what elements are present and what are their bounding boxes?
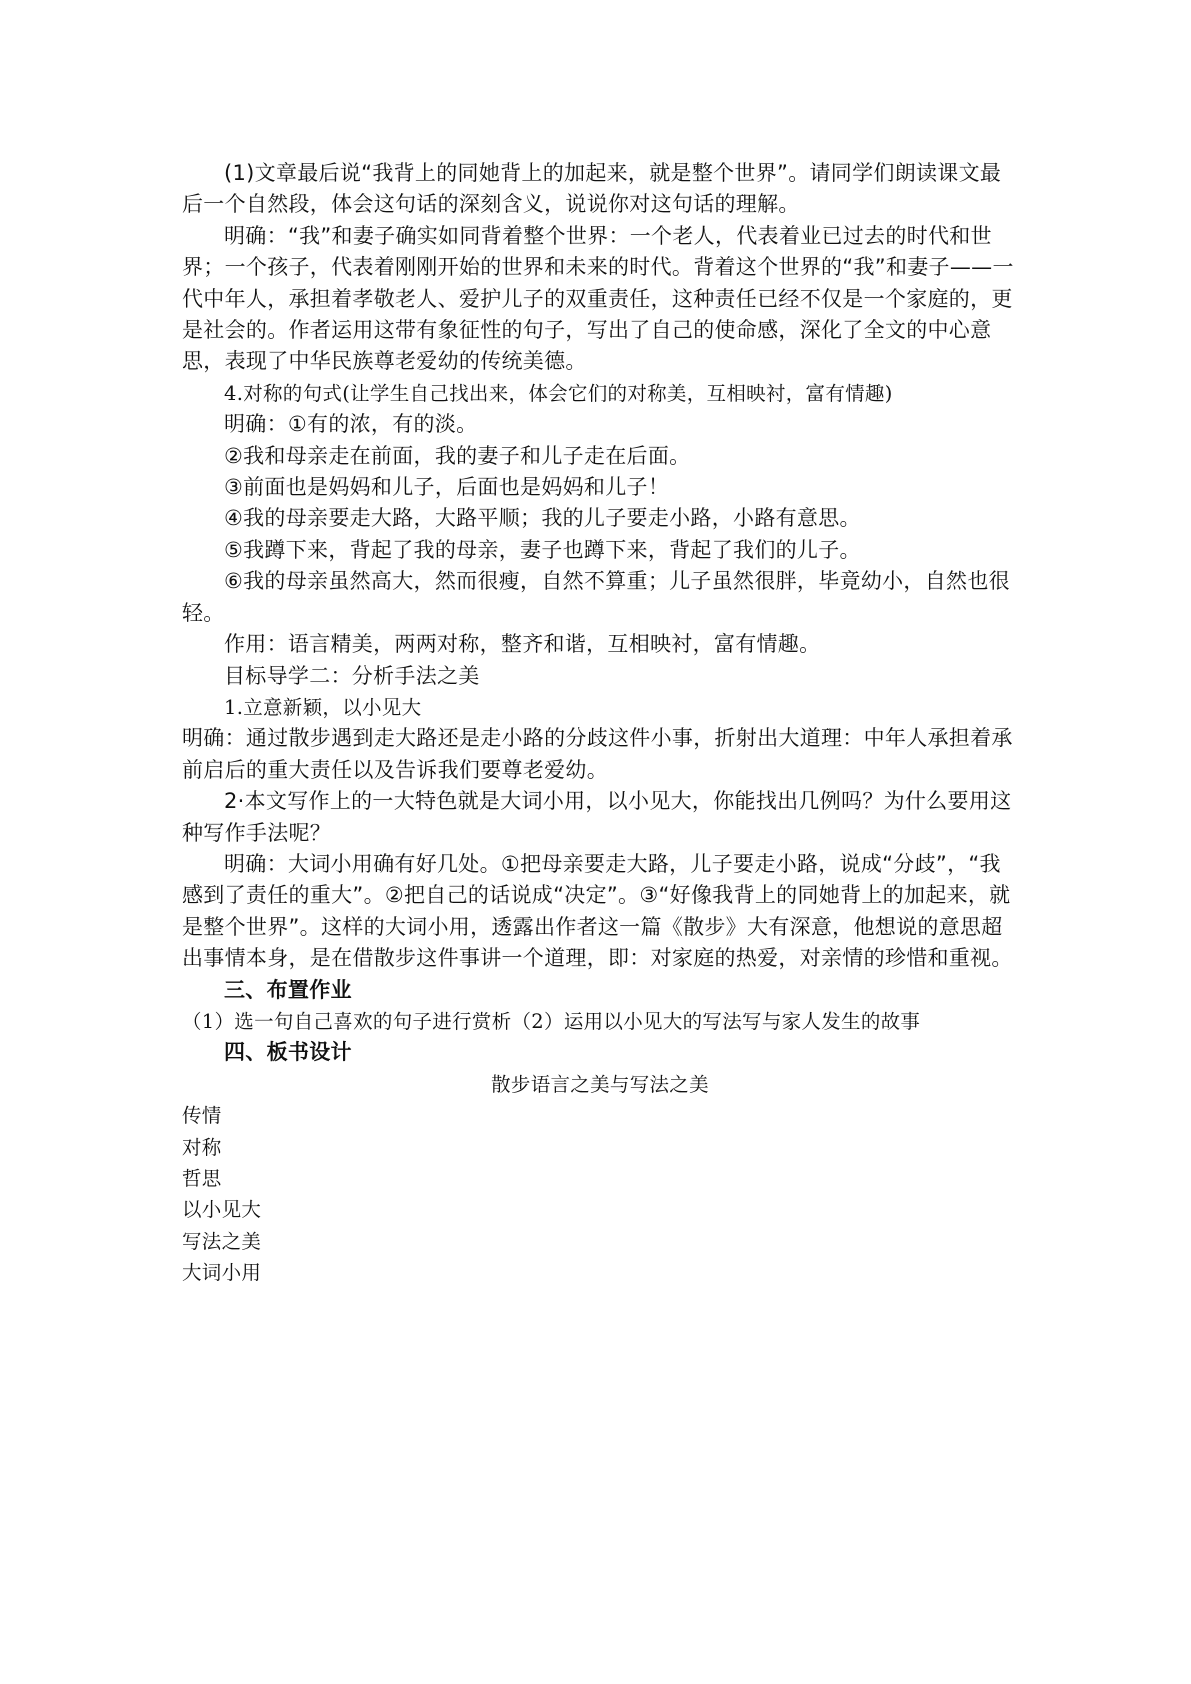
board-item-duichen: 对称 — [182, 1135, 222, 1159]
symmetric-sentences-heading: 4.对称的句式(让学生自己找出来，体会它们的对称美，互相映衬，富有情趣) — [224, 381, 893, 405]
board-item-xiefazhimei: 写法之美 — [182, 1229, 262, 1253]
goal-two-heading: 目标导学二：分析手法之美 — [224, 663, 480, 688]
answer-paragraph: 明确：“我”和妻子确实如同背着整个世界：一个老人，代表着业已过去的时代和世界；一个孩子，代表着刚刚开始的世界和未来的时代。背着这个世界的“我”和妻子——一代中年人，承担着孝敬老人、爱护儿子的双重责任，这种责任已经不仅是一个家庭的，更是社会的。作者运用这带有象征性的句子，写出了自己的使命感，深化了全文的中心意思，表现了中华民族尊老爱幼的传统美德。 — [182, 223, 1014, 374]
symmetric-example-5: ⑤我蹲下来，背起了我的母亲，妻子也蹲下来，背起了我们的儿子。 — [224, 537, 861, 562]
board-sub-item-daci-xiaoyong: 大词小用 — [182, 1261, 262, 1285]
symmetric-example-3: ③前面也是妈妈和儿子，后面也是妈妈和儿子！ — [224, 475, 670, 500]
board-sub-item-yixiaojianda: 以小见大 — [182, 1198, 262, 1222]
symmetric-example-2: ②我和母亲走在前面，我的妻子和儿子走在后面。 — [224, 443, 691, 468]
goal-two-answer-2: 明确：大词小用确有好几处。①把母亲要走大路，儿子要走小路，说成“分歧”，“我感到了责任的重大”。②把自己的话说成“决定”。③“好像我背上的同她背上的加起来，就是整个世界”。这样的大词小用，透露出作者这一篇《散步》大有深意，他想说的意思超出事情本身，是在借散步这件事讲一个道理，即：对家庭的热爱，对亲情的珍惜和重视。 — [182, 851, 1013, 971]
effect-paragraph: 作用：语言精美，两两对称，整齐和谐，互相映衬，富有情趣。 — [224, 632, 821, 657]
homework-heading: 三、布置作业 — [224, 977, 352, 1002]
goal-two-point-2: 2·本文写作上的一大特色就是大词小用，以小见大，你能找出几例吗？为什么要用这种写作手法呢？ — [182, 789, 1012, 845]
board-item-zhesi: 哲思 — [182, 1167, 222, 1190]
board-center-title: 散步语言之美与写法之美 — [491, 1072, 709, 1096]
homework-content: （1）选一句自己喜欢的句子进行赏析（2）运用以小见大的写法写与家人发生的故事 — [182, 1009, 921, 1033]
symmetric-example-6: ⑥我的母亲虽然高大，然而很瘦，自然不算重；儿子虽然很胖，毕竟幼小，自然也很轻。 — [182, 569, 1010, 625]
goal-two-point-1: 1.立意新颖，以小见大 — [224, 695, 422, 719]
symmetric-example-4: ④我的母亲要走大路，大路平顺；我的儿子要走小路，小路有意思。 — [224, 506, 861, 531]
document-body — [182, 158, 1018, 1289]
goal-two-answer-1: 明确：通过散步遇到走大路还是走小路的分歧这件小事，折射出大道理：中年人承担着承前启后的重大责任以及告诉我们要尊老爱幼。 — [182, 726, 1013, 782]
board-item-chuanqing: 传情 — [182, 1104, 222, 1128]
symmetric-example-1: 明确：①有的浓，有的淡。 — [224, 412, 478, 437]
board-design-heading: 四、板书设计 — [224, 1040, 352, 1065]
question-paragraph: (1)文章最后说“我背上的同她背上的加起来，就是整个世界”。请同学们朗读课文最后一个自然段，体会这句话的深刻含义，说说你对这句话的理解。 — [182, 161, 1002, 217]
